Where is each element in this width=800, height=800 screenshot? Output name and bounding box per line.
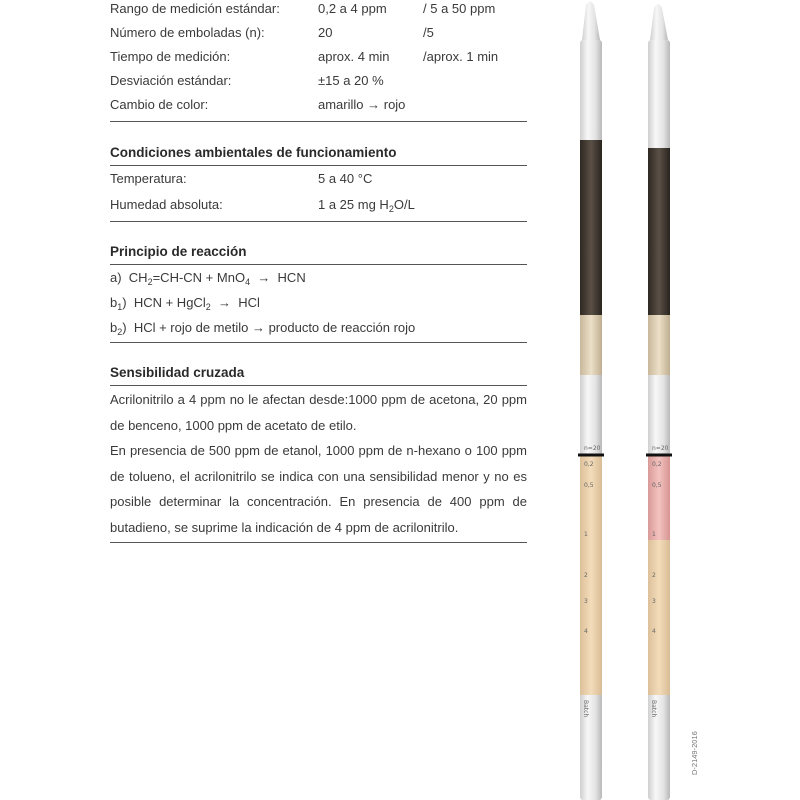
spec-row-deviation xyxy=(110,69,527,93)
reaction-title: Principio de reacción xyxy=(110,244,247,259)
spec-value: amarillo → rojo xyxy=(318,97,406,112)
reaction-a: a) $CH_2=CH-CN + MnO_4$ → HCN xyxy=(110,270,306,287)
cond-row-temperature xyxy=(110,167,527,191)
svg-text:4: 4 xyxy=(652,628,656,635)
divider xyxy=(110,121,527,122)
spec-row-strokes xyxy=(110,21,527,45)
cond-label: Humedad absoluta: xyxy=(110,197,223,212)
spec-row-color-change xyxy=(110,93,527,117)
svg-text:Batch: Batch xyxy=(650,700,657,718)
image-code: D-2149-2016 xyxy=(690,731,699,775)
svg-text:2: 2 xyxy=(584,572,588,579)
conditions-title: Condiciones ambientales de funcionamiento xyxy=(110,145,397,160)
tube-left xyxy=(578,2,604,800)
reaction-b2: $b_2$) HCl + rojo de metilo → producto de reacción rojo xyxy=(110,320,416,337)
svg-text:0,5: 0,5 xyxy=(584,482,594,489)
spec-value: aprox. 4 min xyxy=(318,49,390,64)
specs-table xyxy=(110,0,527,543)
spec-label: Número de emboladas (n): xyxy=(110,25,265,40)
spec-value: 20 xyxy=(318,25,333,40)
svg-text:Batch: Batch xyxy=(582,700,589,718)
spec-value-alt: /aprox. 1 min xyxy=(423,49,499,64)
cond-row-humidity xyxy=(110,191,527,218)
svg-text:2: 2 xyxy=(652,572,656,579)
reaction-b1: $b_1$) HCN + HgCl$_2$ → HCl xyxy=(110,295,260,312)
spec-row-time xyxy=(110,45,527,69)
svg-text:1: 1 xyxy=(652,531,656,538)
svg-text:n=20: n=20 xyxy=(652,445,669,452)
cond-value: 1 a 25 mg $H_2O/L$ xyxy=(318,197,415,214)
svg-text:3: 3 xyxy=(584,598,588,605)
arrow-icon: → xyxy=(217,295,231,310)
spec-label: Tiempo de medición: xyxy=(110,49,231,64)
divider xyxy=(110,221,527,222)
cross-paragraph-1: Acrilonitrilo a 4 ppm no le afectan desde:1000 ppm de acetona, 20 ppm de benceno, 1000 ppm de acetato de etilo. xyxy=(110,392,527,433)
spec-row-range xyxy=(110,0,527,21)
arrow-icon: → xyxy=(257,270,271,285)
svg-text:4: 4 xyxy=(584,628,588,635)
divider xyxy=(110,165,527,166)
cond-label: Temperatura: xyxy=(110,171,187,186)
svg-text:0,2: 0,2 xyxy=(584,461,594,468)
svg-text:3: 3 xyxy=(652,598,656,605)
divider xyxy=(110,542,527,543)
spec-value: 0,2 a 4 ppm xyxy=(318,1,387,16)
spec-value-alt: / 5 a 50 ppm xyxy=(423,1,496,16)
divider xyxy=(110,342,527,343)
detector-tubes-image xyxy=(560,0,720,800)
svg-text:1: 1 xyxy=(584,531,588,538)
spec-value-alt: /5 xyxy=(423,25,434,40)
cond-value: 5 a 40 °C xyxy=(318,171,373,186)
tube-right xyxy=(646,4,672,800)
spec-label: Cambio de color: xyxy=(110,97,209,112)
divider xyxy=(110,385,527,386)
spec-label: Desviación estándar: xyxy=(110,73,232,88)
cross-paragraph-2: En presencia de 500 ppm de etanol, 1000 ppm de n-hexano o 100 ppm de tolueno, el acrilonitrilo se indica con una sensibilidad menor y no es posible determinar la concentración. En presencia de 400 ppm de butadieno, se suprime la indicación de 4 ppm de acrilonitrilo. xyxy=(110,443,527,535)
spec-label: Rango de medición estándar: xyxy=(110,1,280,16)
cross-title: Sensibilidad cruzada xyxy=(110,365,245,380)
svg-text:0,5: 0,5 xyxy=(652,482,662,489)
svg-text:n=20: n=20 xyxy=(584,445,601,452)
spec-value: ±15 a 20 % xyxy=(318,73,384,88)
svg-text:0,2: 0,2 xyxy=(652,461,662,468)
